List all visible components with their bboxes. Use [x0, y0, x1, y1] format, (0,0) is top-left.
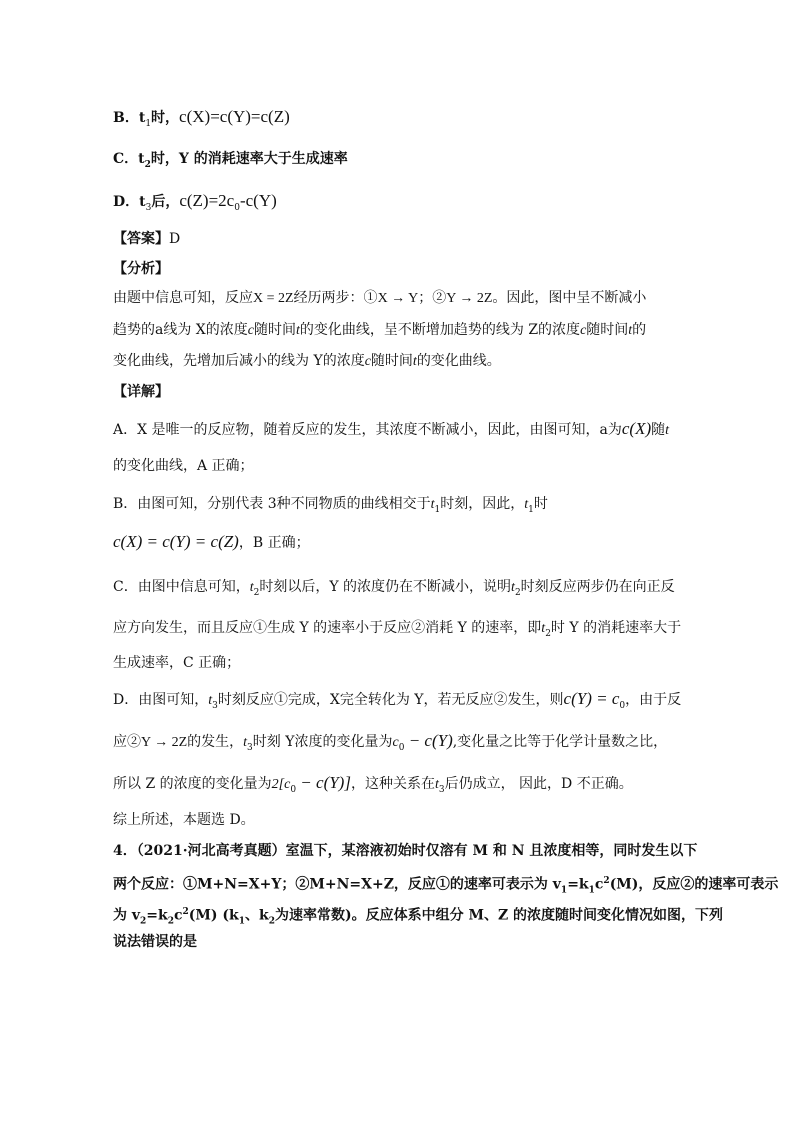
analysis-line-2: 趋势的a线为 X的浓度c随时间t的变化曲线，呈不断增加趋势的线为 Z的浓度c随时间t的: [113, 322, 647, 338]
analysis-line-3: 变化曲线，先增加后减小的线为 Y的浓度c随时间t的变化曲线。: [113, 353, 501, 369]
question-4-line-3: 为 $v_2=k_2c^2(M)$ ($k_1$、$k_2$为速率常数)。反应体系中组分 M、Z 的浓度随时间变化情况如图，下列: [113, 907, 724, 927]
summary: 综上所述，本题选 D。: [113, 812, 255, 828]
detail-d-line-2: 应②Y → 2Z的发生，$t_3$时刻 Y浓度的变化量为$c_0 - c(Y)$,变化量之比等于化学计量数之比，: [113, 731, 668, 753]
detail-a-line-2: 的变化曲线，A 正确；: [113, 458, 254, 474]
answer-value: D: [169, 231, 181, 247]
option-d: D．$t_3$后，$c(Z)=2c_0-c(Y)$: [113, 191, 277, 213]
detail-b-line-1: B．由图可知，分别代表 3种不同物质的曲线相交于$t_1$时刻，因此，$t_1$时: [113, 496, 548, 515]
detail-c-line-2: 应方向发生，而且反应①生成 Y 的速率小于反应②消耗 Y 的速率，即$t_2$时 Y 的消耗速率大于: [113, 620, 682, 639]
question-4-line-2: 两个反应：①M+N=X+Y；②M+N=X+Z，反应①的速率可表示为 $v_1=k_1c^2(M)$，反应②的速率可表示: [113, 876, 779, 896]
analysis-line-1: 由题中信息可知，反应X = 2Z经历两步：①X → Y；②Y → 2Z。因此，图中呈不断减小: [113, 290, 647, 306]
option-b: B．$t_1$时，c(X)=c(Y)=c(Z): [113, 107, 290, 129]
question-4-line-4: 说法错误的是: [113, 934, 197, 950]
detail-d-line-1: D．由图可知，$t_3$时刻反应①完成，X完全转化为 Y，若无反应②发生，则$c(Y) = c_0$，由于反: [113, 689, 682, 711]
detail-b-line-2: c(X) = c(Y) = c(Z)，B 正确；: [113, 532, 310, 551]
detail-d-line-3: 所以 Z 的浓度的变化量为$2[c_0 - c(Y)]$，这种关系在$t_3$后仍成立， 因此，D 不正确。: [113, 773, 633, 795]
detail-label: 【详解】: [113, 384, 169, 400]
question-4-line-1: 4．（2021·河北高考真题）室温下，某溶液初始时仅溶有 M 和 N 且浓度相等，同时发生以下: [113, 843, 698, 859]
option-b-prefix: B．t: [113, 110, 146, 126]
analysis-label: 【分析】: [113, 261, 169, 277]
detail-a-line-1: A．X 是唯一的反应物，随着反应的发生，其浓度不断减小，因此，由图可知，a为c(X)随t: [113, 419, 670, 438]
option-c: C．$t_2$时，Y 的消耗速率大于生成速率: [113, 151, 348, 170]
answer: [113, 229, 180, 249]
answer-label: 【答案】: [113, 231, 169, 247]
option-b-formula: c(X)=c(Y)=c(Z): [179, 107, 290, 126]
detail-c-line-3: 生成速率，C 正确；: [113, 655, 241, 671]
detail-c-line-1: C．由图中信息可知，$t_2$时刻以后，Y 的浓度仍在不断减小，说明$t_2$时刻反应两步仍在向正反: [113, 579, 675, 598]
